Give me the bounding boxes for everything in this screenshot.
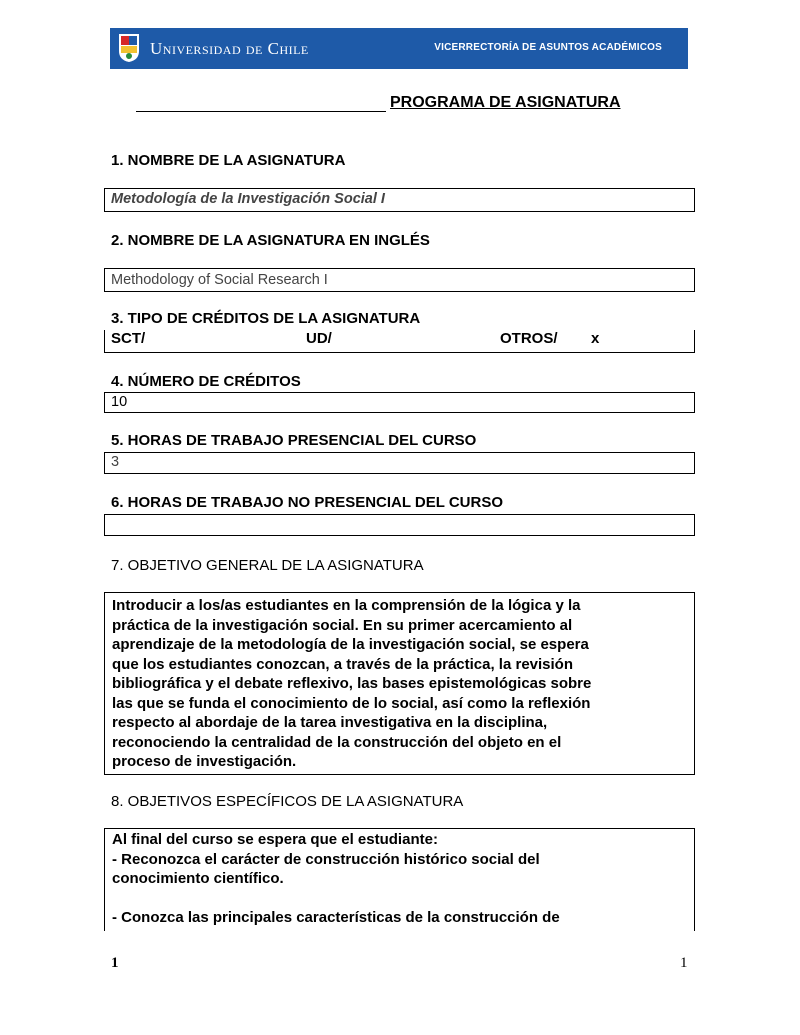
section-8-heading: 8. OBJETIVOS ESPECÍFICOS DE LA ASIGNATURA — [111, 793, 464, 810]
vice-rectorate-label: VICERRECTORÍA DE ASUNTOS ACADÉMICOS — [434, 42, 662, 53]
credit-type-ud: UD/ — [306, 330, 332, 347]
section-5-heading: 5. HORAS DE TRABAJO PRESENCIAL DEL CURSO — [111, 432, 477, 449]
credits-number-field — [104, 392, 695, 413]
course-name-value: Metodología de la Investigación Social I — [111, 191, 385, 207]
section-6-heading: 6. HORAS DE TRABAJO NO PRESENCIAL DEL CURSO — [111, 494, 503, 511]
specific-objectives-box — [104, 828, 695, 931]
general-objective-line: Introducir a los/as estudiantes en la comprensión de la lógica y la — [112, 597, 581, 614]
specific-objective-line: conocimiento científico. — [112, 870, 284, 887]
section-1-heading: 1. NOMBRE DE LA ASIGNATURA — [111, 152, 346, 169]
specific-objective-line: - Conozca las principales características de la construcción de — [112, 909, 560, 926]
general-objective-line: respecto al abordaje de la tarea investigativa en la disciplina, — [112, 714, 548, 731]
title-underline-rule — [136, 111, 386, 112]
presential-hours-field — [104, 452, 695, 474]
section-4-heading: 4. NÚMERO DE CRÉDITOS — [111, 373, 301, 390]
specific-objective-line — [112, 889, 687, 909]
non-presential-hours-field — [104, 514, 695, 536]
university-shield-icon — [118, 33, 140, 63]
general-objective-line: bibliográfica y el debate reflexivo, las bases epistemológicas sobre — [112, 675, 592, 692]
presential-hours-value: 3 — [111, 454, 120, 470]
general-objective-line: reconociendo la centralidad de la construcción del objeto en el — [112, 733, 562, 751]
credit-type-sct: SCT/ — [111, 330, 146, 347]
general-objective-line: proceso de investigación. — [112, 753, 297, 770]
credits-number-value: 10 — [111, 394, 128, 410]
course-name-field — [104, 188, 695, 212]
section-7-heading: 7. OBJETIVO GENERAL DE LA ASIGNATURA — [111, 557, 424, 574]
section-2-heading: 2. NOMBRE DE LA ASIGNATURA EN INGLÉS — [111, 232, 430, 249]
specific-objective-line: Al final del curso se espera que el estudiante: — [112, 831, 438, 848]
credit-type-otros: OTROS/ — [500, 330, 558, 347]
general-objective-line: las que se funda el conocimiento de lo social, así como la reflexión — [112, 694, 591, 712]
english-name-value: Methodology of Social Research I — [111, 272, 328, 288]
general-objective-box — [104, 592, 695, 775]
section-3-heading: 3. TIPO DE CRÉDITOS DE LA ASIGNATURA — [111, 310, 421, 327]
credit-type-mark: x — [591, 330, 600, 347]
page-number-right: 1 — [680, 955, 688, 971]
general-objective-line: práctica de la investigación social. En su primer acercamiento al — [112, 616, 573, 634]
page-title: PROGRAMA DE ASIGNATURA — [390, 94, 621, 111]
university-header-banner — [110, 28, 688, 69]
english-name-field — [104, 268, 695, 292]
university-name: Universidad de Chile — [150, 39, 309, 58]
specific-objective-line: - Reconozca el carácter de construcción histórico social del — [112, 850, 540, 868]
general-objective-line: que los estudiantes conozcan, a través de la práctica, la revisión — [112, 655, 574, 673]
general-objective-line: aprendizaje de la metodología de la investigación social, se espera — [112, 636, 589, 653]
page-number-left: 1 — [111, 955, 119, 971]
credit-type-field — [104, 330, 695, 353]
